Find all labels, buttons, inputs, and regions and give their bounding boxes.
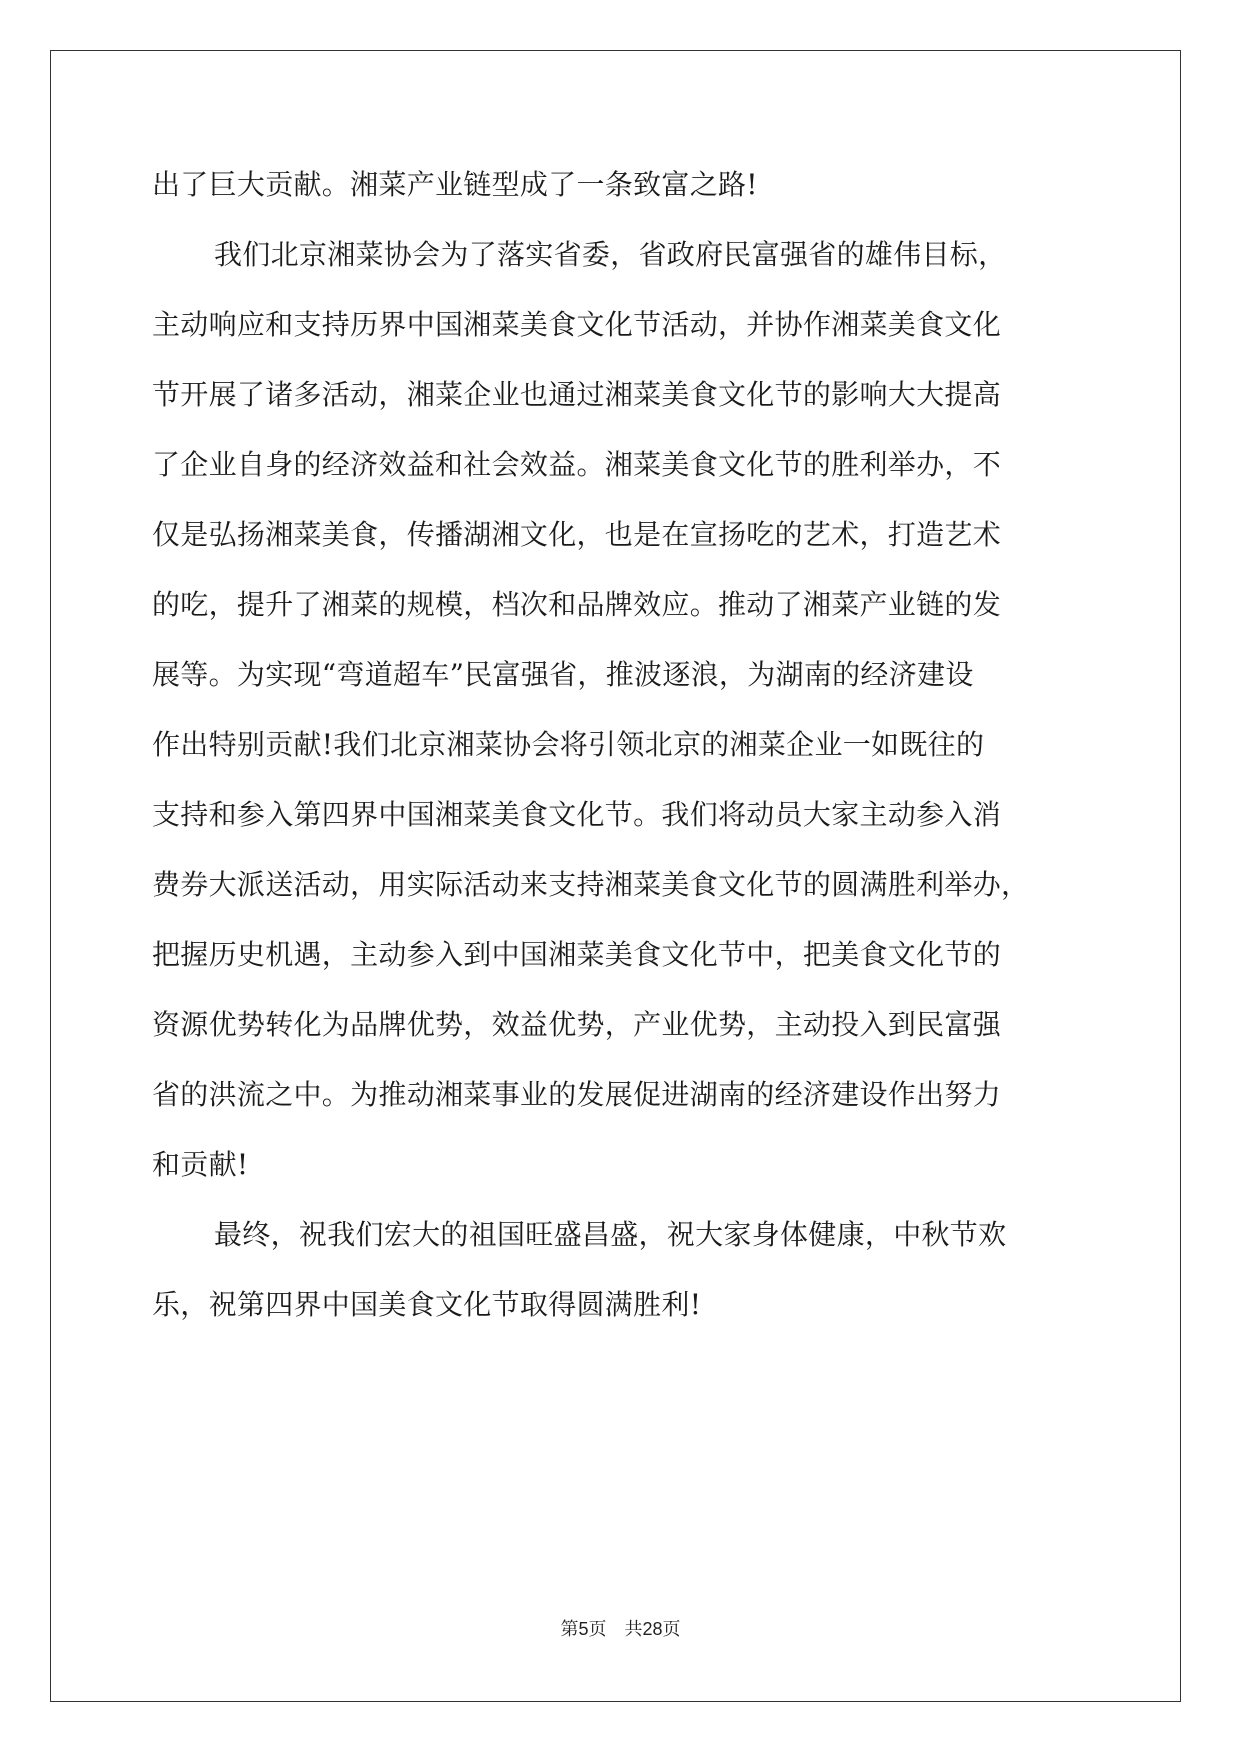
text-line: 支持和参入第四界中国湘菜美食文化节。我们将动员大家主动参入消 [152,798,1002,831]
text-line: 了企业自身的经济效益和社会效益。湘菜美食文化节的胜利举办，不 [152,448,1002,481]
text-line: 的吃，提升了湘菜的规模，档次和品牌效应。推动了湘菜产业链的发 [152,588,1002,621]
page-number: 5 [578,1619,589,1639]
total-pages: 28 [642,1619,663,1639]
text-line: 乐，祝第四界中国美食文化节取得圆满胜利! [152,1288,702,1321]
text-line: 和贡献! [152,1148,249,1181]
text-line: 展等。为实现“弯道超车”民富强省，推波逐浪，为湖南的经济建设 [152,658,974,691]
paragraph-start: 最终，祝我们宏大的祖国旺盛昌盛，祝大家身体健康，中秋节欢 [214,1218,1007,1251]
page-footer [0,1618,1241,1641]
text-line: 把握历史机遇，主动参入到中国湘菜美食文化节中，把美食文化节的 [152,938,1002,971]
text-line: 主动响应和支持历界中国湘菜美食文化节活动，并协作湘菜美食文化 [152,308,1002,341]
total-suffix: 页 [662,1619,681,1640]
text-line: 作出特别贡献!我们北京湘菜协会将引领北京的湘菜企业一如既往的 [152,728,985,761]
page-suffix: 页 [588,1619,607,1640]
text-line: 仅是弘扬湘菜美食，传播湖湘文化，也是在宣扬吃的艺术，打造艺术 [152,518,1002,551]
text-line: 节开展了诸多活动，湘菜企业也通过湘菜美食文化节的影响大大提高 [152,378,1002,411]
text-line: 省的洪流之中。为推动湘菜事业的发展促进湖南的经济建设作出努力 [152,1078,1002,1111]
text-line: 出了巨大贡献。湘菜产业链型成了一条致富之路! [152,168,758,201]
paragraph-start: 我们北京湘菜协会为了落实省委，省政府民富强省的雄伟目标， [214,238,1007,271]
text-line: 资源优势转化为品牌优势，效益优势，产业优势，主动投入到民富强 [152,1008,1002,1041]
total-prefix: 共 [624,1619,643,1640]
page-prefix: 第 [560,1619,579,1640]
text-line: 费券大派送活动，用实际活动来支持湘菜美食文化节的圆满胜利举办， [152,868,1030,901]
